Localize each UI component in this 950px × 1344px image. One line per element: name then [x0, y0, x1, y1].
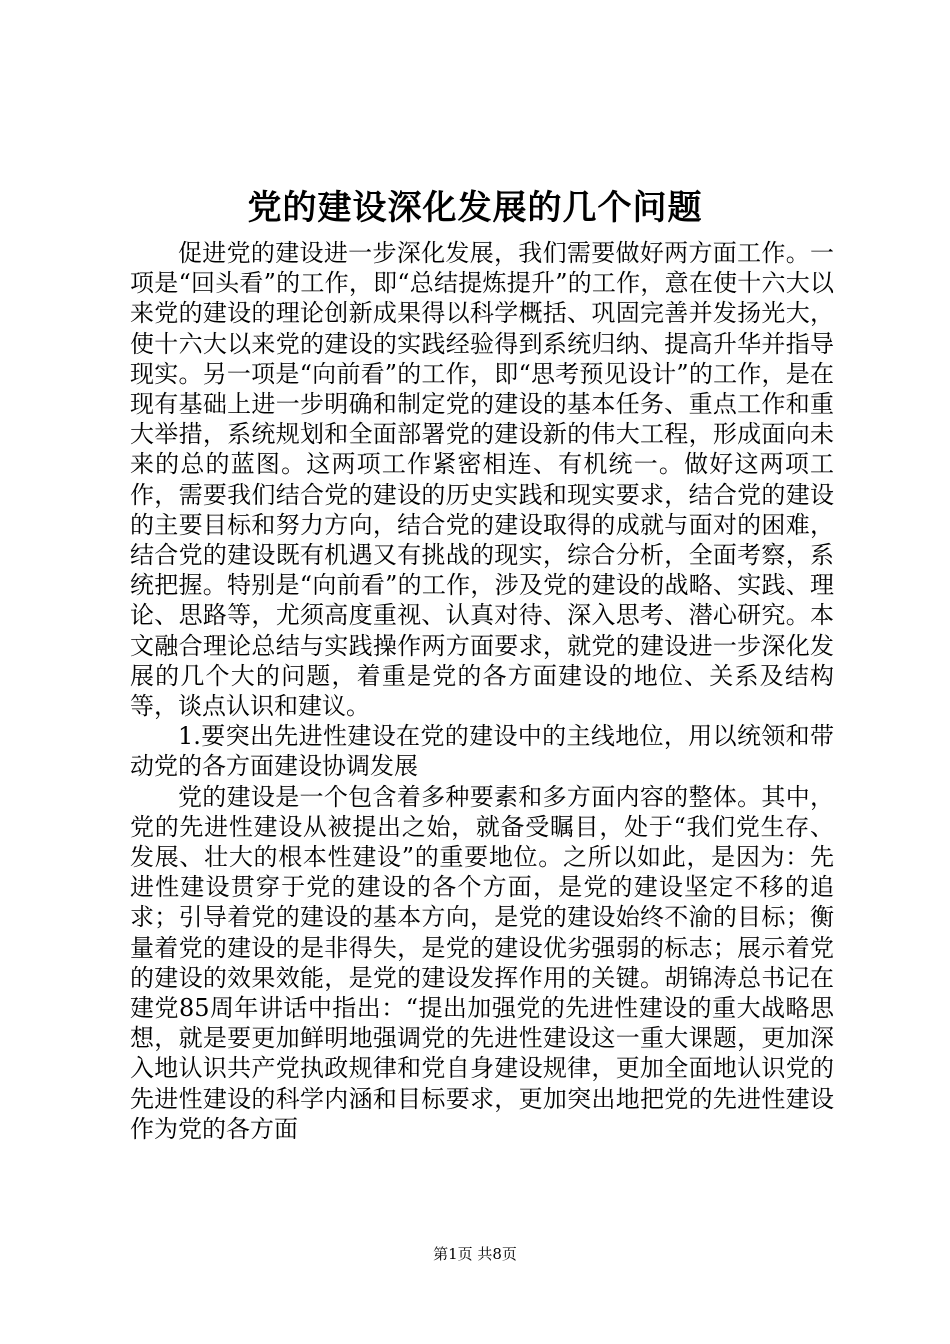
document-title: 党的建设深化发展的几个问题	[247, 188, 703, 228]
paragraph-section-1: 党的建设是一个包含着多种要素和多方面内容的整体。其中，党的先进性建设从被提出之始，就备受瞩目，处于“我们党生存、发展、壮大的根本性建设”的重要地位。之所以如此，是因为：先进性建设贯穿于党的建设的各个方面，是党的建设坚定不移的追求；引导着党的建设的基本方向，是党的建设始终不渝的目标；衡量着党的建设的是非得失，是党的建设优劣强弱的标志；展示着党的建设的效果效能，是党的建设发挥作用的关键。胡锦涛总书记在建党85周年讲话中指出：“提出加强党的先进性建设的重大战略思想，就是要更加鲜明地强调党的先进性建设这一重大课题，更加深入地认识共产党执政规律和党自身建设规律，更加全面地认识党的先进性建设的科学内涵和目标要求，更加突出地把党的先进性建设作为党的各方面	[130, 782, 834, 1143]
paragraph-intro: 促进党的建设进一步深化发展，我们需要做好两方面工作。一项是“回头看”的工作，即“总结提炼提升”的工作，意在使十六大以来党的建设的理论创新成果得以科学概括、巩固完善并发扬光大，使十六大以来党的建设的实践经验得到系统归纳、提高升华并指导现实。另一项是“向前看”的工作，即“思考预见设计”的工作，是在现有基础上进一步明确和制定党的建设的基本任务、重点工作和重大举措，系统规划和全面部署党的建设新的伟大工程，形成面向未来的总的蓝图。这两项工作紧密相连、有机统一。做好这两项工作，需要我们结合党的建设的历史实践和现实要求，结合党的建设的主要目标和努力方向，结合党的建设取得的成就与面对的困难，结合党的建设既有机遇又有挑战的现实，综合分析，全面考察，系统把握。特别是“向前看”的工作，涉及党的建设的战略、实践、理论、思路等，尤须高度重视、认真对待、深入思考、潜心研究。本文融合理论总结与实践操作两方面要求，就党的建设进一步深化发展的几个大的问题，着重是党的各方面建设的地位、关系及结构等，谈点认识和建议。	[130, 239, 834, 721]
section-heading-1: 1.要突出先进性建设在党的建设中的主线地位，用以统领和带动党的各方面建设协调发展	[130, 722, 834, 781]
page-number-footer: 第1页 共8页	[433, 1245, 517, 1263]
document-body	[130, 238, 834, 1144]
